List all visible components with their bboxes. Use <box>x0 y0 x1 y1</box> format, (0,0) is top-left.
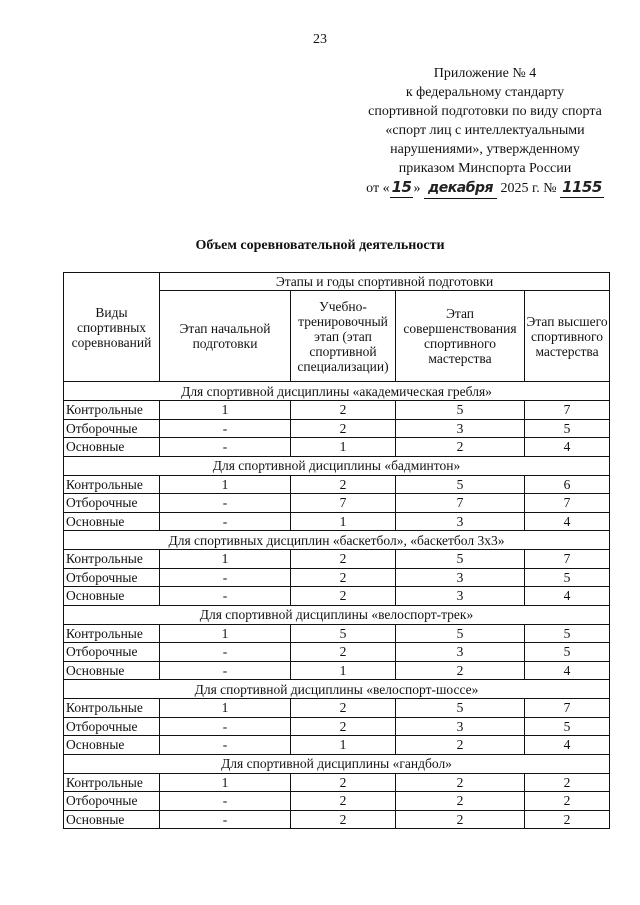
value-cell: 7 <box>525 550 610 569</box>
section-header-row <box>64 605 610 624</box>
value-cell: - <box>160 810 291 829</box>
competition-volume-table <box>63 272 610 829</box>
value-cell: 2 <box>525 773 610 792</box>
table-row <box>64 624 610 643</box>
value-cell: 6 <box>525 475 610 494</box>
value-cell: 2 <box>291 587 396 606</box>
value-cell: 3 <box>396 717 525 736</box>
appendix-line: спортивной подготовки по виду спорта <box>368 104 602 119</box>
competition-type-cell: Контрольные <box>64 624 160 643</box>
table-row <box>64 438 610 457</box>
decree-line <box>335 178 635 199</box>
section-title: Для спортивной дисциплины «бадминтон» <box>64 456 610 475</box>
section-title: Для спортивных дисциплин «баскетбол», «баскетбол 3х3» <box>64 531 610 550</box>
table-row <box>64 419 610 438</box>
section-header-row <box>64 754 610 773</box>
value-cell: 2 <box>291 643 396 662</box>
section-header-row <box>64 531 610 550</box>
value-cell: 7 <box>525 699 610 718</box>
value-cell: 2 <box>291 401 396 420</box>
page-number: 23 <box>313 32 327 47</box>
decree-quote: » <box>413 181 421 196</box>
header-stage-higher: Этап высшего спортивного мастерства <box>525 291 610 382</box>
value-cell: 1 <box>160 773 291 792</box>
value-cell: 7 <box>291 494 396 513</box>
table-row <box>64 401 610 420</box>
competition-type-cell: Контрольные <box>64 401 160 420</box>
table-row <box>64 494 610 513</box>
header-stages-group: Этапы и годы спортивной подготовки <box>160 273 610 291</box>
appendix-line: Приложение № 4 <box>433 66 537 81</box>
value-cell: - <box>160 568 291 587</box>
decree-day-handwritten: 15 <box>391 178 412 196</box>
table-row <box>64 773 610 792</box>
value-cell: 2 <box>396 792 525 811</box>
competition-type-cell: Отборочные <box>64 419 160 438</box>
value-cell: 1 <box>160 699 291 718</box>
table-row <box>64 512 610 531</box>
competition-type-cell: Основные <box>64 587 160 606</box>
table-row <box>64 810 610 829</box>
competition-type-cell: Отборочные <box>64 643 160 662</box>
value-cell: - <box>160 494 291 513</box>
value-cell: 3 <box>396 419 525 438</box>
value-cell: 5 <box>396 550 525 569</box>
value-cell: 2 <box>291 717 396 736</box>
competition-type-cell: Контрольные <box>64 550 160 569</box>
value-cell: 5 <box>396 475 525 494</box>
value-cell: 7 <box>525 401 610 420</box>
value-cell: 4 <box>525 512 610 531</box>
competition-type-cell: Основные <box>64 438 160 457</box>
competition-type-cell: Отборочные <box>64 494 160 513</box>
value-cell: 2 <box>291 419 396 438</box>
value-cell: - <box>160 512 291 531</box>
appendix-line: приказом Минспорта России <box>398 161 572 176</box>
value-cell: 2 <box>525 810 610 829</box>
decree-year: 2025 г. № <box>497 181 561 196</box>
table-row <box>64 643 610 662</box>
value-cell: - <box>160 643 291 662</box>
value-cell: - <box>160 736 291 755</box>
value-cell: - <box>160 587 291 606</box>
competition-type-cell: Отборочные <box>64 568 160 587</box>
value-cell: 5 <box>291 624 396 643</box>
section-title: Для спортивной дисциплины «гандбол» <box>64 754 610 773</box>
table-row <box>64 475 610 494</box>
value-cell: - <box>160 792 291 811</box>
value-cell: 5 <box>525 717 610 736</box>
value-cell: 3 <box>396 568 525 587</box>
value-cell: 2 <box>291 475 396 494</box>
value-cell: 3 <box>396 512 525 531</box>
competition-type-cell: Контрольные <box>64 475 160 494</box>
value-cell: 1 <box>160 624 291 643</box>
competition-type-cell: Основные <box>64 661 160 680</box>
value-cell: 4 <box>525 438 610 457</box>
value-cell: - <box>160 661 291 680</box>
section-title: Для спортивной дисциплины «велоспорт-шоссе» <box>64 680 610 699</box>
competition-type-cell: Контрольные <box>64 773 160 792</box>
value-cell: 1 <box>160 550 291 569</box>
appendix-line: «спорт лиц с интеллектуальными <box>385 123 585 138</box>
table-row <box>64 661 610 680</box>
value-cell: 2 <box>396 810 525 829</box>
value-cell: 2 <box>396 661 525 680</box>
value-cell: 1 <box>291 512 396 531</box>
table-row <box>64 792 610 811</box>
value-cell: 3 <box>396 643 525 662</box>
table-body <box>64 382 610 829</box>
table-row <box>64 550 610 569</box>
value-cell: 5 <box>396 624 525 643</box>
section-header-row <box>64 680 610 699</box>
value-cell: 1 <box>291 736 396 755</box>
value-cell: - <box>160 438 291 457</box>
value-cell: 1 <box>291 661 396 680</box>
competition-type-cell: Отборочные <box>64 717 160 736</box>
section-header-row <box>64 456 610 475</box>
section-title: Для спортивной дисциплины «академическая гребля» <box>64 382 610 401</box>
value-cell: 5 <box>525 568 610 587</box>
value-cell: - <box>160 419 291 438</box>
value-cell: 5 <box>525 419 610 438</box>
section-title: Для спортивной дисциплины «велоспорт-трек» <box>64 605 610 624</box>
value-cell: 2 <box>525 792 610 811</box>
table-row <box>64 568 610 587</box>
decree-month-handwritten: декабря <box>424 179 497 199</box>
competition-type-cell: Основные <box>64 736 160 755</box>
value-cell: 7 <box>525 494 610 513</box>
value-cell: 3 <box>396 587 525 606</box>
value-cell: 5 <box>525 624 610 643</box>
value-cell: 5 <box>525 643 610 662</box>
section-header-row <box>64 382 610 401</box>
value-cell: 2 <box>291 773 396 792</box>
value-cell: 2 <box>291 568 396 587</box>
value-cell: 1 <box>160 475 291 494</box>
value-cell: 4 <box>525 736 610 755</box>
header-stage-improvement: Этап совершенствования спортивного мастерства <box>396 291 525 382</box>
value-cell: 2 <box>291 699 396 718</box>
appendix-header <box>335 64 635 199</box>
value-cell: 5 <box>396 401 525 420</box>
document-title: Объем соревновательной деятельности <box>195 238 445 253</box>
value-cell: 2 <box>396 773 525 792</box>
value-cell: 2 <box>396 438 525 457</box>
table-row <box>64 699 610 718</box>
value-cell: 1 <box>160 401 291 420</box>
header-competition-types: Виды спортивных соревнований <box>64 273 160 382</box>
appendix-line: к федеральному стандарту <box>405 85 565 100</box>
value-cell: 2 <box>291 810 396 829</box>
value-cell: 2 <box>396 736 525 755</box>
value-cell: 2 <box>291 550 396 569</box>
competition-type-cell: Контрольные <box>64 699 160 718</box>
competition-type-cell: Основные <box>64 810 160 829</box>
decree-prefix: от « <box>366 181 390 196</box>
value-cell: 4 <box>525 661 610 680</box>
header-stage-training: Учебно-тренировочный этап (этап спортивной специализации) <box>291 291 396 382</box>
value-cell: 4 <box>525 587 610 606</box>
value-cell: 1 <box>291 438 396 457</box>
value-cell: - <box>160 717 291 736</box>
competition-type-cell: Отборочные <box>64 792 160 811</box>
decree-number-handwritten: 1155 <box>562 178 602 196</box>
header-stage-initial: Этап начальной подготовки <box>160 291 291 382</box>
appendix-line: нарушениями», утвержденному <box>390 142 580 157</box>
competition-type-cell: Основные <box>64 512 160 531</box>
table-row <box>64 587 610 606</box>
value-cell: 2 <box>291 792 396 811</box>
value-cell: 5 <box>396 699 525 718</box>
table-row <box>64 717 610 736</box>
table-row <box>64 736 610 755</box>
value-cell: 7 <box>396 494 525 513</box>
